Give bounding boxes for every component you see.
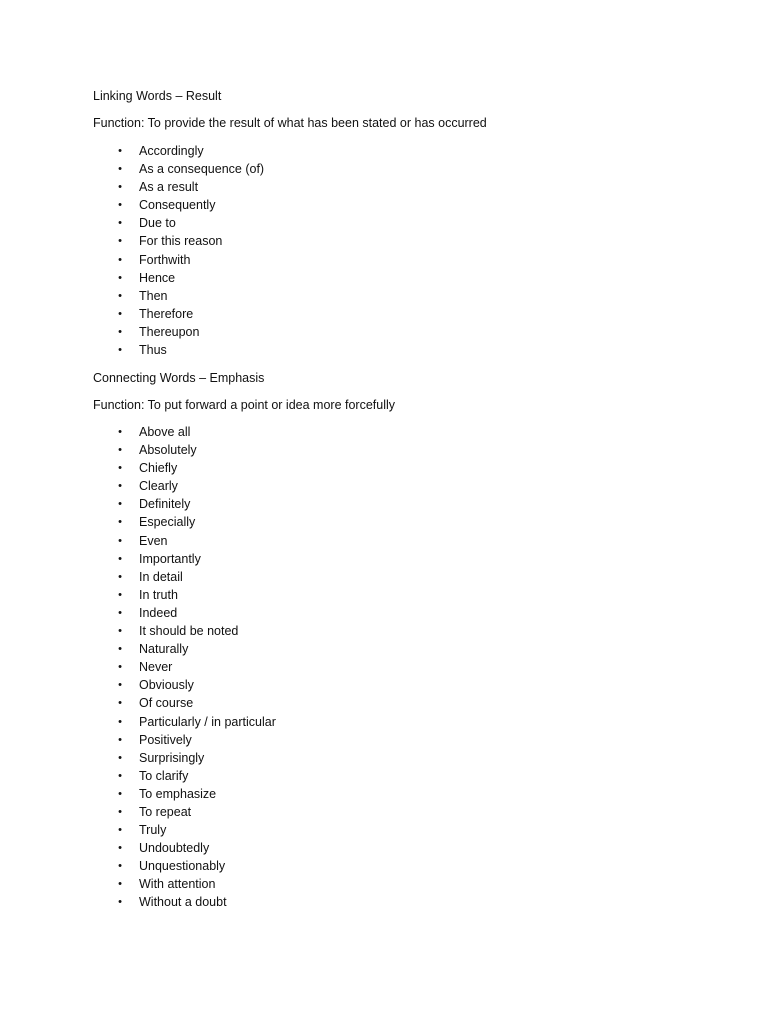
list-item-text: Importantly [139, 551, 201, 566]
bullet-icon: • [118, 271, 122, 284]
bullet-icon: • [118, 344, 122, 357]
list-item-text: Particularly / in particular [139, 714, 276, 729]
bullet-icon: • [118, 769, 122, 782]
list-item-text: Surprisingly [139, 750, 205, 765]
bullet-icon: • [118, 444, 122, 457]
bullet-icon: • [118, 534, 122, 547]
bullet-icon: • [118, 661, 122, 674]
list-item-text: Of course [139, 696, 194, 711]
list-item-text: To emphasize [139, 786, 217, 801]
bullet-icon: • [118, 325, 122, 338]
bullet-icon: • [118, 289, 122, 302]
bullet-icon: • [118, 805, 122, 818]
list-item-text: In detail [139, 569, 183, 584]
list-item-text: For this reason [139, 234, 223, 249]
list-item-text: Clearly [139, 479, 178, 494]
list-item-text: Absolutely [139, 443, 197, 458]
bullet-icon: • [118, 498, 122, 511]
bullet-icon: • [118, 552, 122, 565]
list-item-text: Hence [139, 270, 176, 285]
list-item-text: To clarify [139, 768, 189, 783]
bullet-icon: • [118, 860, 122, 873]
bullet-icon: • [118, 145, 122, 157]
list-item-text: To repeat [139, 804, 192, 819]
list-item-text: With attention [139, 877, 216, 892]
bullet-icon: • [118, 842, 122, 855]
bullet-icon: • [118, 199, 122, 212]
list-item-text: Obviously [139, 678, 194, 693]
bullet-icon: • [118, 625, 122, 638]
bullet-icon: • [118, 217, 122, 230]
list-item-text: Therefore [139, 306, 194, 321]
bullet-icon: • [118, 426, 122, 438]
list-item-text: Definitely [139, 497, 191, 512]
list-item-text: Undoubtedly [139, 841, 210, 856]
bullet-icon: • [118, 679, 122, 692]
list-item-text: Unquestionably [139, 859, 226, 874]
list-item-text: It should be noted [139, 624, 239, 639]
bullet-icon: • [118, 253, 122, 266]
list-item-text: Accordingly [139, 144, 204, 158]
list-item-text: Truly [139, 823, 167, 838]
list-item-text: Without a doubt [139, 895, 227, 910]
bullet-icon: • [118, 606, 122, 619]
function-description-emphasis: Function: To put forward a point or idea more forcefully [93, 398, 396, 412]
list-item-text: Naturally [139, 642, 189, 657]
list-item-text: Especially [139, 515, 196, 530]
list-item-text: Due to [139, 216, 176, 231]
list-item-text: Thereupon [139, 324, 200, 339]
list-item-text: Thus [139, 343, 167, 358]
bullet-icon: • [118, 878, 122, 891]
bullet-icon: • [118, 480, 122, 493]
list-item-text: Positively [139, 732, 192, 747]
list-item-text: As a result [139, 180, 199, 195]
list-item-text: In truth [139, 587, 178, 602]
bullet-icon: • [118, 307, 122, 320]
list-item-text: Indeed [139, 605, 178, 620]
bullet-icon: • [118, 751, 122, 764]
bullet-icon: • [118, 235, 122, 248]
bullet-icon: • [118, 516, 122, 529]
list-item-text: Above all [139, 425, 191, 439]
bullet-icon: • [118, 715, 122, 728]
bullet-icon: • [118, 181, 122, 194]
bullet-icon: • [118, 570, 122, 583]
list-item-text: Never [139, 660, 173, 675]
bullet-icon: • [118, 697, 122, 710]
list-item-text: Then [139, 288, 168, 303]
bullet-icon: • [118, 733, 122, 746]
list-item-text: As a consequence (of) [139, 162, 265, 177]
bullet-icon: • [118, 588, 122, 601]
list-item-text: Even [139, 533, 168, 548]
section-title-emphasis: Connecting Words – Emphasis [93, 371, 265, 385]
bullet-icon: • [118, 462, 122, 475]
bullet-icon: • [118, 163, 122, 176]
bullet-icon: • [118, 787, 122, 800]
section-title-result: Linking Words – Result [93, 89, 222, 103]
function-description-result: Function: To provide the result of what has been stated or has occurred [93, 116, 487, 130]
list-item-text: Forthwith [139, 252, 191, 267]
bullet-icon: • [118, 643, 122, 656]
bullet-icon: • [118, 896, 122, 909]
list-item-text: Consequently [139, 198, 216, 213]
bullet-icon: • [118, 824, 122, 837]
list-item-text: Chiefly [139, 461, 178, 476]
